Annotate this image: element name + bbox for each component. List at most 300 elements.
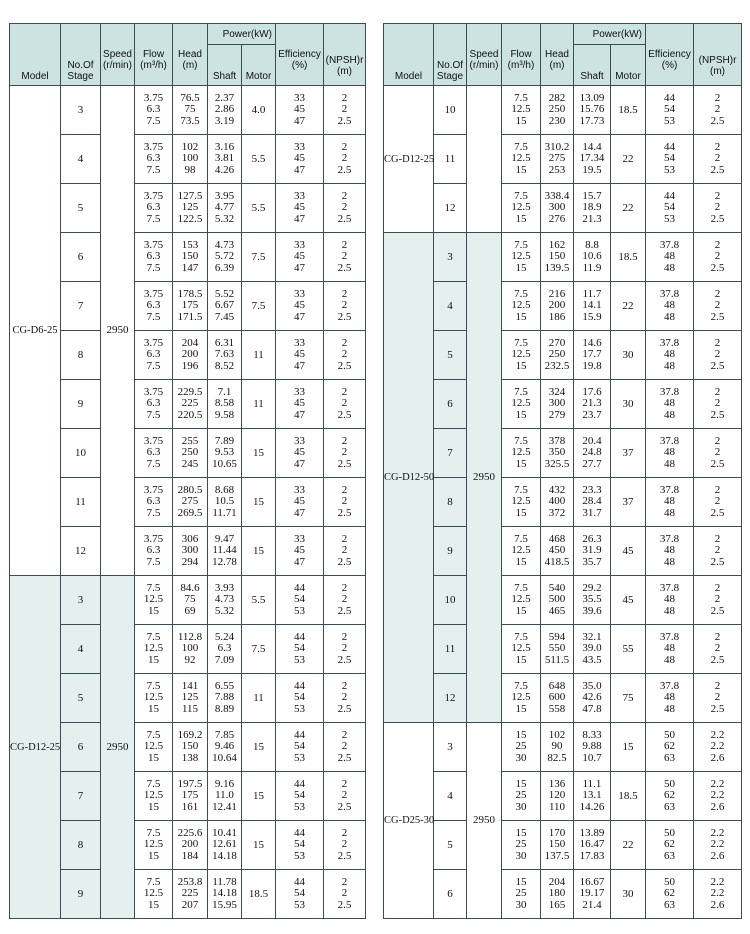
head-cell-value: 540 [548, 581, 566, 594]
table-row [384, 772, 742, 821]
head-cell-value: 372 [548, 506, 566, 519]
npsh-cell-value: 2.5 [710, 359, 725, 372]
flow-cell-value: 15 [515, 702, 527, 715]
npsh-cell [694, 772, 742, 821]
efficiency-cell-value: 50 [664, 875, 676, 888]
shaft-cell [208, 429, 242, 478]
shaft-cell [574, 870, 611, 919]
flow-cell-value: 12.5 [511, 446, 531, 459]
shaft-cell [208, 527, 242, 576]
efficiency-cell [276, 625, 324, 674]
npsh-cell [694, 625, 742, 674]
table-row [10, 331, 366, 380]
shaft-cell-value: 4.77 [214, 201, 235, 214]
efficiency-cell-value: 37.8 [659, 532, 680, 545]
shaft-cell-value: 12.41 [212, 800, 237, 813]
flow-cell-value: 7.5 [146, 408, 161, 421]
npsh-cell-value: 2.5 [710, 408, 725, 421]
head-cell-value: 465 [548, 604, 566, 617]
motor-cell: 22 [611, 135, 646, 184]
shaft-cell [208, 282, 242, 331]
shaft-cell [574, 625, 611, 674]
efficiency-cell-value: 53 [664, 114, 676, 127]
npsh-cell-value: 2.5 [710, 261, 725, 274]
table-row [10, 576, 366, 625]
efficiency-cell [646, 233, 694, 282]
head-cell [173, 674, 208, 723]
efficiency-cell [276, 821, 324, 870]
efficiency-cell-value: 37.8 [659, 434, 680, 447]
flow-cell-value: 12.5 [143, 838, 164, 851]
stage-cell: 12 [61, 527, 101, 576]
npsh-cell-value: 2 [341, 103, 348, 116]
stage-cell: 5 [61, 184, 101, 233]
efficiency-cell-value: 48 [664, 250, 676, 263]
flow-cell-value: 15 [515, 163, 527, 176]
shaft-cell-value: 3.16 [214, 140, 235, 153]
npsh-cell-value: 2 [341, 446, 348, 459]
flow-cell-value: 7.5 [514, 532, 528, 545]
shaft-cell [208, 184, 242, 233]
shaft-cell-value: 3.93 [214, 581, 235, 594]
shaft-cell-value: 14.6 [582, 336, 602, 349]
npsh-cell-value: 2.6 [710, 849, 725, 862]
efficiency-cell-value: 33 [294, 91, 306, 104]
efficiency-cell-value: 48 [664, 446, 676, 459]
efficiency-cell-value: 48 [664, 604, 676, 617]
table-row [384, 527, 742, 576]
flow-cell-value: 12.5 [511, 642, 531, 655]
head-cell [541, 478, 574, 527]
table-row [10, 135, 366, 184]
table-row [384, 674, 742, 723]
npsh-cell-value: 2 [341, 789, 348, 802]
npsh-cell-value: 2 [714, 385, 721, 398]
shaft-cell-value: 20.4 [582, 434, 602, 447]
efficiency-cell-value: 47 [294, 261, 306, 274]
efficiency-cell-value: 50 [664, 826, 676, 839]
shaft-cell [574, 674, 611, 723]
npsh-cell-value: 2.5 [710, 163, 725, 176]
flow-cell [502, 870, 541, 919]
npsh-cell-value: 2.5 [710, 212, 725, 225]
shaft-cell-value: 8.58 [214, 397, 235, 410]
npsh-cell-value: 2.2 [710, 826, 725, 839]
flow-cell [502, 478, 541, 527]
npsh-cell-value: 2.5 [710, 310, 725, 323]
npsh-cell [694, 331, 742, 380]
shaft-cell [574, 184, 611, 233]
flow-cell-value: 6.3 [146, 446, 161, 459]
npsh-cell-value: 2 [341, 544, 348, 557]
head-cell-value: 245 [181, 457, 199, 470]
motor-cell: 55 [611, 625, 646, 674]
efficiency-cell-value: 45 [294, 152, 306, 165]
shaft-cell [208, 135, 242, 184]
head-cell-value: 200 [181, 838, 199, 851]
flow-cell-value: 6.3 [146, 201, 161, 214]
npsh-cell-value: 2 [714, 593, 721, 606]
stage-cell: 3 [434, 233, 467, 282]
efficiency-cell-value: 48 [664, 555, 676, 568]
head-cell-value: 171.5 [177, 310, 203, 323]
npsh-cell-value: 2.2 [710, 789, 725, 802]
shaft-cell-value: 43.5 [582, 653, 602, 666]
npsh-cell-value: 2 [714, 336, 721, 349]
flow-cell-value: 7.5 [146, 826, 161, 839]
head-cell-value: 280.5 [177, 483, 203, 496]
npsh-cell-value: 2.2 [710, 887, 725, 900]
flow-cell-value: 15 [148, 653, 159, 666]
flow-cell-value: 15 [148, 849, 159, 862]
npsh-cell-value: 2 [341, 299, 348, 312]
head-cell-value: 500 [548, 593, 566, 606]
efficiency-cell-value: 33 [294, 140, 306, 153]
shaft-cell-value: 10.7 [582, 751, 602, 764]
head-cell [173, 233, 208, 282]
npsh-cell-value: 2.5 [710, 555, 725, 568]
table-row [10, 233, 366, 282]
motor-cell: 7.5 [242, 233, 276, 282]
motor-cell: 11 [242, 380, 276, 429]
head-cell-value: 200 [181, 348, 199, 361]
flow-cell-value: 15 [515, 506, 527, 519]
head-cell-value: 207 [181, 898, 199, 911]
npsh-cell-value: 2 [714, 483, 721, 496]
npsh-cell-value: 2 [714, 679, 721, 692]
efficiency-cell-value: 33 [294, 434, 306, 447]
shaft-cell [574, 429, 611, 478]
shaft-cell-value: 5.52 [214, 287, 235, 300]
npsh-cell-value: 2.5 [337, 359, 352, 372]
head-cell-value: 204 [548, 875, 566, 888]
head-cell [173, 576, 208, 625]
efficiency-cell-value: 47 [294, 163, 306, 176]
motor-cell: 7.5 [242, 625, 276, 674]
head-cell-value: 225 [181, 887, 199, 900]
efficiency-cell-value: 53 [294, 702, 306, 715]
stage-cell: 9 [61, 380, 101, 429]
efficiency-cell-value: 53 [294, 604, 306, 617]
npsh-cell-value: 2 [714, 397, 721, 410]
flow-cell [135, 380, 173, 429]
shaft-cell-value: 4.73 [214, 238, 235, 251]
npsh-header: (NPSH)r (m) [694, 24, 742, 86]
flow-cell-value: 7.5 [146, 630, 161, 643]
npsh-cell [324, 576, 366, 625]
npsh-cell-value: 2 [341, 740, 348, 753]
motor-cell: 15 [611, 723, 646, 772]
efficiency-cell-value: 44 [664, 189, 676, 202]
flow-cell-value: 15 [148, 702, 159, 715]
motor-cell: 45 [611, 527, 646, 576]
head-cell [173, 184, 208, 233]
efficiency-cell-value: 63 [664, 800, 676, 813]
shaft-cell-value: 11.7 [582, 287, 602, 300]
head-cell-value: 306 [181, 532, 199, 545]
npsh-cell [324, 478, 366, 527]
flow-cell [502, 576, 541, 625]
motor-header: Motor [611, 45, 646, 86]
motor-cell: 4.0 [242, 86, 276, 135]
head-cell-value: 275 [548, 152, 566, 165]
flow-cell-value: 15 [515, 261, 527, 274]
efficiency-cell-value: 62 [664, 740, 676, 753]
efficiency-cell-value: 48 [664, 691, 676, 704]
efficiency-cell-value: 45 [294, 446, 306, 459]
stage-cell: 11 [434, 135, 467, 184]
shaft-cell-value: 5.72 [214, 250, 235, 263]
flow-cell-value: 7.5 [514, 336, 528, 349]
power-header: Power(kW) [208, 24, 276, 45]
flow-cell-value: 6.3 [146, 397, 161, 410]
head-cell-value: 150 [548, 250, 566, 263]
shaft-cell-value: 5.32 [214, 212, 235, 225]
npsh-cell [324, 135, 366, 184]
flow-cell [502, 331, 541, 380]
efficiency-cell [276, 331, 324, 380]
shaft-cell-value: 28.4 [582, 495, 602, 508]
shaft-cell-value: 42.6 [582, 691, 602, 704]
head-cell-value: 184 [181, 849, 199, 862]
efficiency-cell [646, 870, 694, 919]
stage-cell: 12 [434, 674, 467, 723]
flow-cell-value: 6.3 [146, 250, 161, 263]
npsh-cell-value: 2 [714, 238, 721, 251]
table-row [384, 478, 742, 527]
efficiency-cell-value: 37.8 [659, 238, 680, 251]
flow-cell-value: 15 [515, 310, 527, 323]
npsh-cell-value: 2.5 [710, 114, 725, 127]
stage-cell: 8 [61, 821, 101, 870]
npsh-cell-value: 2.5 [337, 310, 352, 323]
efficiency-cell [646, 380, 694, 429]
motor-cell: 15 [242, 478, 276, 527]
stage-cell: 11 [434, 625, 467, 674]
efficiency-cell [276, 184, 324, 233]
efficiency-cell [646, 674, 694, 723]
shaft-cell [574, 723, 611, 772]
motor-cell: 37 [611, 478, 646, 527]
npsh-cell [324, 233, 366, 282]
shaft-cell-value: 18.9 [582, 201, 602, 214]
efficiency-cell-value: 62 [664, 838, 676, 851]
npsh-cell-value: 2.5 [337, 898, 352, 911]
head-cell [541, 772, 574, 821]
efficiency-cell [646, 184, 694, 233]
shaft-cell-value: 9.88 [582, 740, 602, 753]
efficiency-header: Efficiency (%) [646, 24, 694, 86]
flow-cell [135, 184, 173, 233]
flow-cell [135, 674, 173, 723]
npsh-cell-value: 2 [341, 140, 348, 153]
motor-cell: 22 [611, 184, 646, 233]
flow-cell-value: 12.5 [143, 593, 164, 606]
shaft-cell [574, 772, 611, 821]
efficiency-cell [276, 380, 324, 429]
flow-cell-value: 7.5 [514, 140, 528, 153]
npsh-cell-value: 2 [341, 777, 348, 790]
efficiency-cell-value: 48 [664, 544, 676, 557]
flow-cell-value: 7.5 [146, 777, 161, 790]
shaft-cell-value: 14.18 [212, 849, 237, 862]
flow-cell [135, 86, 173, 135]
shaft-cell-value: 29.2 [582, 581, 602, 594]
head-cell-value: 558 [548, 702, 566, 715]
head-cell-value: 127.5 [177, 189, 203, 202]
npsh-cell-value: 2.5 [337, 849, 352, 862]
efficiency-cell [276, 86, 324, 135]
efficiency-cell-value: 48 [664, 506, 676, 519]
npsh-cell-value: 2 [341, 434, 348, 447]
flow-cell-value: 30 [515, 751, 527, 764]
flow-cell-value: 30 [515, 849, 527, 862]
table-row [384, 135, 742, 184]
npsh-cell-value: 2 [714, 287, 721, 300]
shaft-cell-value: 4.73 [214, 593, 235, 606]
shaft-cell-value: 11.71 [212, 506, 237, 519]
head-cell-value: 100 [181, 152, 199, 165]
shaft-cell [208, 821, 242, 870]
npsh-cell [324, 723, 366, 772]
efficiency-cell-value: 44 [294, 679, 306, 692]
head-cell [173, 282, 208, 331]
motor-cell: 5.5 [242, 135, 276, 184]
stage-cell: 6 [434, 870, 467, 919]
efficiency-cell-value: 48 [664, 653, 676, 666]
flow-cell-value: 3.75 [143, 336, 164, 349]
flow-cell-value: 7.5 [146, 875, 161, 888]
flow-cell-value: 3.75 [143, 483, 164, 496]
efficiency-cell-value: 45 [294, 348, 306, 361]
efficiency-cell-value: 45 [294, 103, 306, 116]
shaft-cell-value: 16.47 [579, 838, 605, 851]
shaft-cell-value: 15.9 [582, 310, 602, 323]
flow-cell [502, 184, 541, 233]
npsh-cell-value: 2 [341, 397, 348, 410]
head-cell [541, 282, 574, 331]
efficiency-cell [276, 674, 324, 723]
head-cell [541, 135, 574, 184]
npsh-cell-value: 2.2 [710, 838, 725, 851]
head-cell-value: 300 [181, 544, 199, 557]
head-cell-value: 180 [548, 887, 566, 900]
shaft-cell-value: 14.26 [579, 800, 605, 813]
head-cell [173, 380, 208, 429]
npsh-cell [324, 429, 366, 478]
efficiency-cell [276, 282, 324, 331]
npsh-cell-value: 2 [341, 250, 348, 263]
head-cell-value: 600 [548, 691, 566, 704]
efficiency-cell-value: 44 [294, 630, 306, 643]
motor-cell: 37 [611, 429, 646, 478]
head-cell-value: 197.5 [177, 777, 203, 790]
head-cell-value: 82.5 [547, 751, 567, 764]
efficiency-cell-value: 54 [294, 789, 306, 802]
head-header: Head (m) [173, 24, 208, 86]
npsh-cell-value: 2 [714, 691, 721, 704]
shaft-cell-value: 9.53 [214, 446, 235, 459]
flow-cell-value: 15 [515, 777, 527, 790]
efficiency-cell-value: 63 [664, 898, 676, 911]
shaft-header: Shaft [208, 45, 242, 86]
flow-cell-value: 15 [515, 359, 527, 372]
flow-cell [502, 821, 541, 870]
shaft-cell-value: 7.1 [217, 385, 232, 398]
shaft-cell-value: 10.65 [212, 457, 237, 470]
flow-cell-value: 30 [515, 898, 527, 911]
flow-cell-value: 6.3 [146, 348, 161, 361]
npsh-cell-value: 2 [714, 581, 721, 594]
stage-cell: 8 [434, 478, 467, 527]
flow-cell-value: 7.5 [514, 287, 528, 300]
head-cell [541, 723, 574, 772]
shaft-cell-value: 31.7 [582, 506, 602, 519]
shaft-cell-value: 16.67 [579, 875, 605, 888]
head-cell-value: 253.8 [177, 875, 203, 888]
shaft-cell-value: 11.44 [212, 544, 237, 557]
shaft-cell [208, 674, 242, 723]
flow-cell-value: 7.5 [146, 728, 161, 741]
npsh-cell-value: 2 [341, 875, 348, 888]
npsh-cell-value: 2 [341, 287, 348, 300]
shaft-cell-value: 19.17 [579, 887, 605, 900]
efficiency-cell [646, 86, 694, 135]
shaft-cell-value: 35.7 [582, 555, 602, 568]
shaft-cell-value: 19.5 [582, 163, 602, 176]
efficiency-cell-value: 37.8 [659, 630, 680, 643]
flow-cell-value: 15 [515, 408, 527, 421]
head-cell-value: 250 [181, 446, 199, 459]
flow-cell-value: 12.5 [511, 299, 531, 312]
efficiency-cell-value: 44 [664, 91, 676, 104]
efficiency-cell [276, 233, 324, 282]
npsh-cell-value: 2.5 [337, 506, 352, 519]
npsh-cell [694, 821, 742, 870]
efficiency-cell-value: 45 [294, 299, 306, 312]
table-row [10, 478, 366, 527]
flow-cell-value: 7.5 [514, 91, 528, 104]
efficiency-cell-value: 54 [294, 838, 306, 851]
flow-cell-value: 15 [515, 212, 527, 225]
head-cell-value: 150 [181, 250, 199, 263]
npsh-cell [694, 282, 742, 331]
head-cell-value: 175 [181, 299, 199, 312]
efficiency-cell-value: 62 [664, 789, 676, 802]
stage-cell: 10 [61, 429, 101, 478]
npsh-cell-value: 2 [341, 201, 348, 214]
flow-cell [135, 135, 173, 184]
flow-cell-value: 7.5 [514, 483, 528, 496]
flow-cell [502, 674, 541, 723]
shaft-cell-value: 5.32 [214, 604, 235, 617]
table-row [10, 625, 366, 674]
head-cell-value: 102 [548, 728, 566, 741]
npsh-cell [694, 674, 742, 723]
npsh-cell-value: 2 [341, 189, 348, 202]
table-row [384, 282, 742, 331]
flow-cell-value: 6.3 [146, 152, 161, 165]
flow-cell-value: 12.5 [143, 887, 164, 900]
npsh-cell-value: 2.2 [710, 875, 725, 888]
flow-cell-value: 7.5 [514, 189, 528, 202]
head-cell-value: 75 [184, 593, 196, 606]
npsh-cell-value: 2.2 [710, 777, 725, 790]
npsh-cell-value: 2.5 [337, 457, 352, 470]
power-header: Power(kW) [574, 24, 646, 45]
motor-cell: 45 [611, 576, 646, 625]
stage-cell: 9 [61, 870, 101, 919]
